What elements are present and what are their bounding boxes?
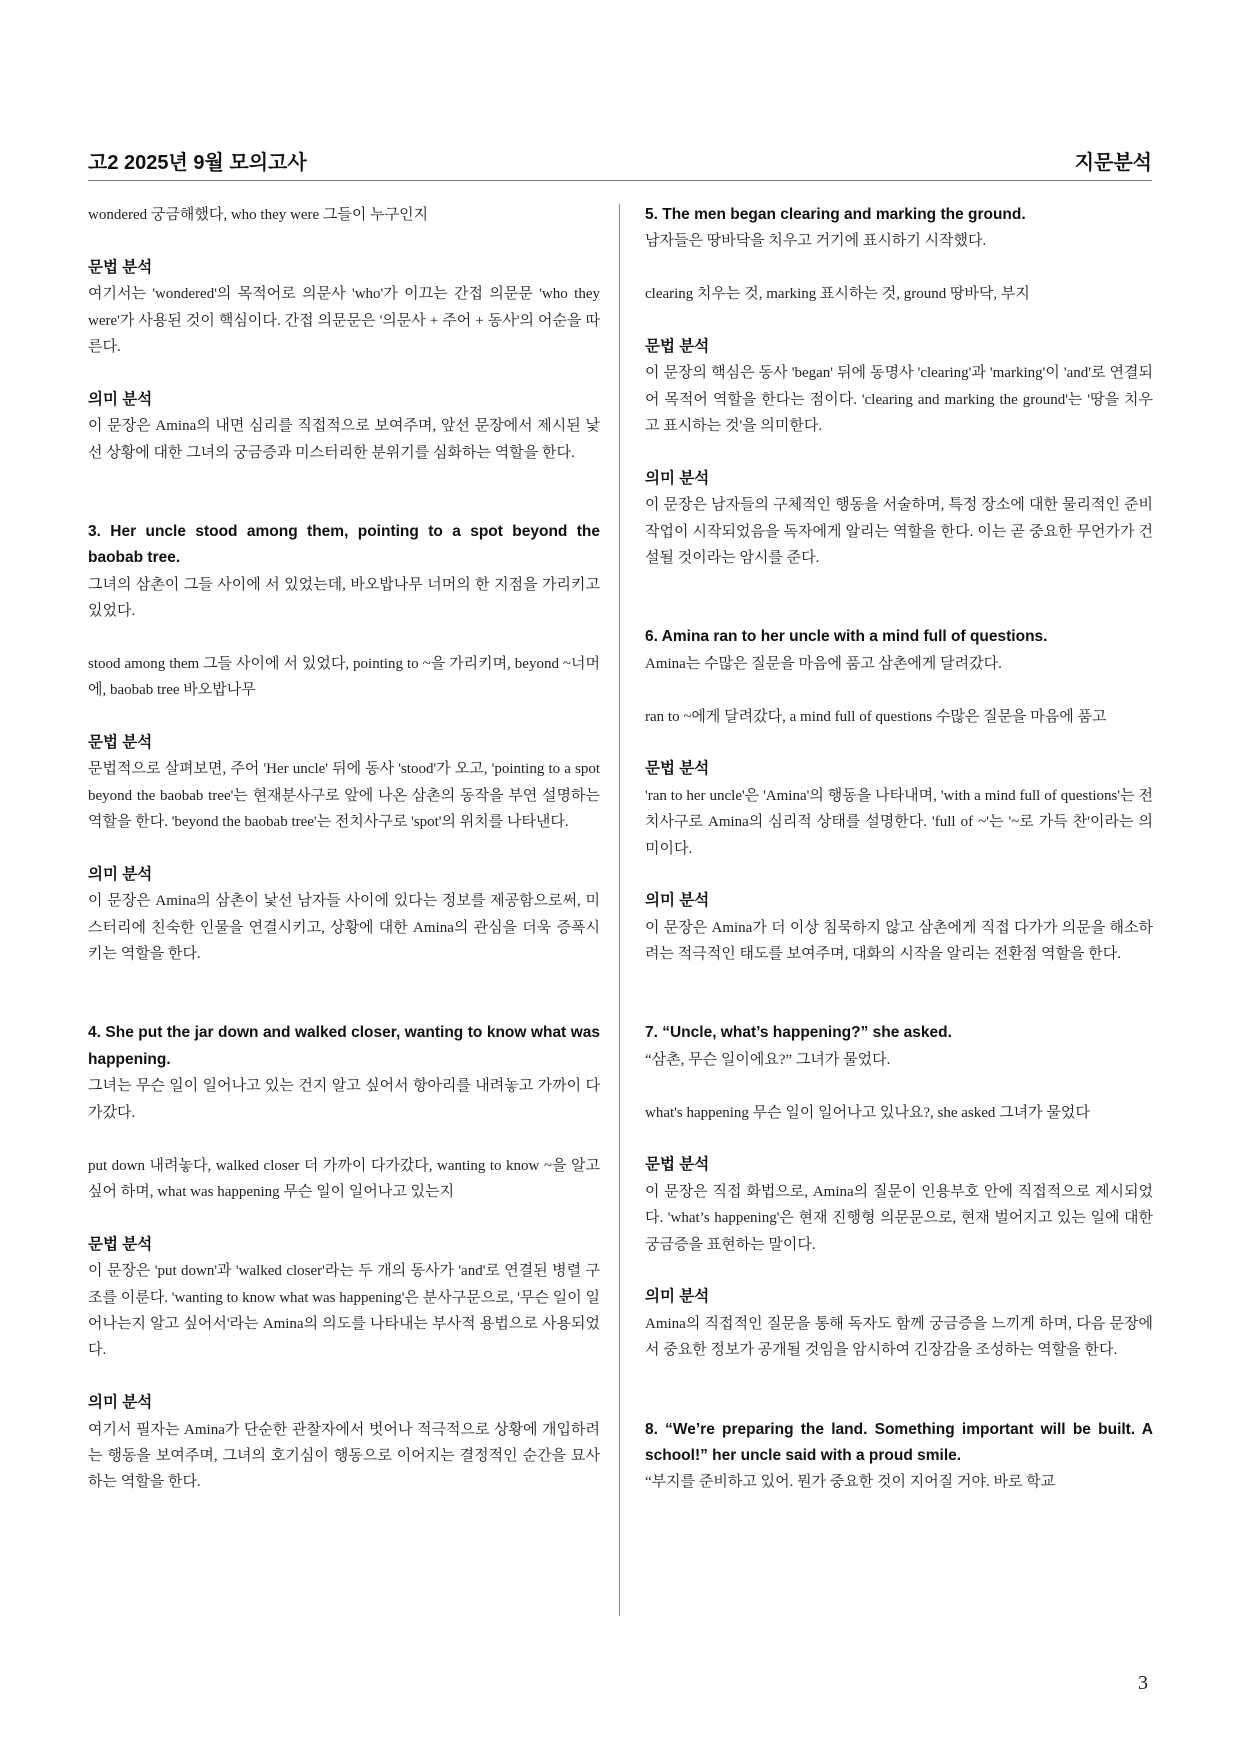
meaning-heading: 의미 분석 (88, 866, 153, 884)
sentence-4-vocab: put down 내려놓다, walked closer 더 가까이 다가갔다, wanting to know ~을 알고 싶어 하며, what was happening 무슨 일이 일어나고 있는지 (88, 1157, 600, 1200)
meaning-heading: 의미 분석 (645, 1288, 710, 1306)
intro-vocab: wondered 궁금해했다, who they were 그들이 누구인지 (88, 207, 429, 223)
intro-meaning: 이 문장은 Amina의 내면 심리를 직접적으로 보여주며, 앞선 문장에서 제시된 낯선 상황에 대한 그녀의 궁금증과 미스터리한 분위기를 심화하는 역할을 한다. (88, 418, 600, 461)
grammar-heading: 문법 분석 (645, 338, 710, 355)
meaning-heading: 의미 분석 (88, 390, 153, 408)
sentence-3-korean: 그녀의 삼촌이 그들 사이에 서 있었는데, 바오밥나무 너머의 한 지점을 가리키고 있었다. (88, 576, 600, 620)
sentence-6-vocab: ran to ~에게 달려갔다, a mind full of questions 수많은 질문을 마음에 품고 (645, 708, 1107, 725)
sentence-7-korean: “삼촌, 무슨 일이에요?” 그녀가 물었다. (645, 1051, 891, 1068)
column-divider (619, 204, 620, 1616)
sentence-8-english: 8. “We’re preparing the land. Something important will be built. A school!” her uncle said with a proud smile. (645, 1420, 1153, 1464)
sentence-5-korean: 남자들은 땅바닥을 치우고 거기에 표시하기 시작했다. (645, 233, 987, 250)
page-number: 3 (1138, 1672, 1148, 1694)
meaning-heading: 의미 분석 (645, 470, 710, 488)
sentence-7-meaning: Amina의 직접적인 질문을 통해 독자도 함께 궁금증을 느끼게 하며, 다음 문장에서 중요한 정보가 공개될 것임을 암시하여 긴장감을 조성하는 역할을 한다. (645, 1315, 1153, 1359)
intro-grammar: 여기서는 'wondered'의 목적어로 의문사 'who'가 이끄는 간접 의문문 'who they were'가 사용된 것이 핵심이다. 간접 의문문은 '의문사 + 주어 + 동사'의 어순을 따른다. (88, 286, 600, 356)
sentence-6-korean: Amina는 수많은 질문을 마음에 품고 삼촌에게 달려갔다. (645, 655, 1002, 672)
header-divider (88, 180, 1152, 181)
sentence-5-vocab: clearing 치우는 것, marking 표시하는 것, ground 땅바닥, 부지 (645, 286, 1030, 303)
sentence-5-meaning: 이 문장은 남자들의 구체적인 행동을 서술하며, 특정 장소에 대한 물리적인 준비 작업이 시작되었음을 독자에게 알리는 역할을 한다. 이는 곧 중요한 무언가가 건설될 것이라는 암시를 준다. (645, 497, 1153, 567)
sentence-4-grammar: 이 문장은 'put down'과 'walked closer'라는 두 개의 동사가 'and'로 연결된 병렬 구조를 이룬다. 'wanting to know what was happening'은 분사구문으로, '무슨 일이 일어나는지 알고 싶어서'라는 Amina의 의도를 나타내는 부사적 용법으로 사용되었다. (88, 1263, 600, 1359)
right-column (645, 202, 1153, 1496)
sentence-4-english: 4. She put the jar down and walked closer, wanting to know what was happening. (88, 1024, 600, 1068)
sentence-3-vocab: stood among them 그들 사이에 서 있었다, pointing to ~을 가리키며, beyond ~너머에, baobab tree 바오밥나무 (88, 655, 600, 699)
sentence-3-grammar: 문법적으로 살펴보면, 주어 'Her uncle' 뒤에 동사 'stood'가 오고, 'pointing to a spot beyond the baobab tree'는 현재분사구로 앞에 나온 삼촌의 동작을 부연 설명하는 역할을 한다. 'beyond the baobab tree'는 전치사구로 'spot'의 위치를 나타낸다. (88, 761, 600, 831)
grammar-heading: 문법 분석 (88, 258, 153, 276)
sentence-6-grammar: 'ran to her uncle'은 'Amina'의 행동을 나타내며, 'with a mind full of questions'는 전치사구로 Amina의 심리적 상태를 설명한다. 'full of ~'는 '~로 가득 찬'이라는 의미이다. (645, 787, 1153, 857)
sentence-7-vocab: what's happening 무슨 일이 일어나고 있나요?, she asked 그녀가 물었다 (645, 1104, 1090, 1121)
sentence-7-grammar: 이 문장은 직접 화법으로, Amina의 질문이 인용부호 안에 직접적으로 제시되었다. 'what’s happening'은 현재 진행형 의문문으로, 현재 벌어지고 있는 일에 대한 궁금증을 표현하는 말이다. (645, 1183, 1153, 1253)
sentence-3-meaning: 이 문장은 Amina의 삼촌이 낯선 남자들 사이에 있다는 정보를 제공함으로써, 미스터리에 친숙한 인물을 연결시키고, 상황에 대한 Amina의 관심을 더욱 증폭시키는 역할을 한다. (88, 893, 600, 963)
sentence-6-meaning: 이 문장은 Amina가 더 이상 침묵하지 않고 삼촌에게 직접 다가가 의문을 해소하려는 적극적인 태도를 보여주며, 대화의 시작을 알리는 전환점 역할을 한다. (645, 919, 1153, 963)
meaning-heading: 의미 분석 (88, 1394, 153, 1412)
grammar-heading: 문법 분석 (645, 1156, 710, 1174)
meaning-heading: 의미 분석 (645, 892, 710, 910)
sentence-8-korean: “부지를 준비하고 있어. 뭔가 중요한 것이 지어질 거야. 바로 학교 (645, 1474, 1056, 1491)
sentence-3-english: 3. Her uncle stood among them, pointing to a spot beyond the baobab tree. (88, 522, 600, 567)
grammar-heading: 문법 분석 (88, 1235, 153, 1253)
sentence-4-meaning: 여기서 필자는 Amina가 단순한 관찰자에서 벗어나 적극적으로 상황에 개입하려는 행동을 보여주며, 그녀의 호기심이 행동으로 이어지는 결정적인 순간을 묘사하는 역할을 한다. (88, 1421, 600, 1491)
sentence-5-grammar: 이 문장의 핵심은 동사 'began' 뒤에 동명사 'clearing'과 'marking'이 'and'로 연결되어 목적어 역할을 한다는 점이다. 'clearing and marking the ground'는 '땅을 치우고 표시하는 것'을 의미한다. (645, 365, 1153, 435)
sentence-7-english: 7. “Uncle, what’s happening?” she asked. (645, 1024, 952, 1042)
grammar-heading: 문법 분석 (88, 734, 153, 752)
sentence-4-korean: 그녀는 무슨 일이 일어나고 있는 건지 알고 싶어서 항아리를 내려놓고 가까이 다가갔다. (88, 1078, 600, 1121)
left-column (88, 202, 600, 1496)
sentence-6-english: 6. Amina ran to her uncle with a mind full of questions. (645, 628, 1048, 646)
grammar-heading: 문법 분석 (645, 760, 710, 778)
sentence-5-english: 5. The men began clearing and marking the ground. (645, 206, 1026, 223)
section-title: 지문분석 (1074, 152, 1152, 174)
exam-title: 고2 2025년 9월 모의고사 (88, 152, 307, 174)
